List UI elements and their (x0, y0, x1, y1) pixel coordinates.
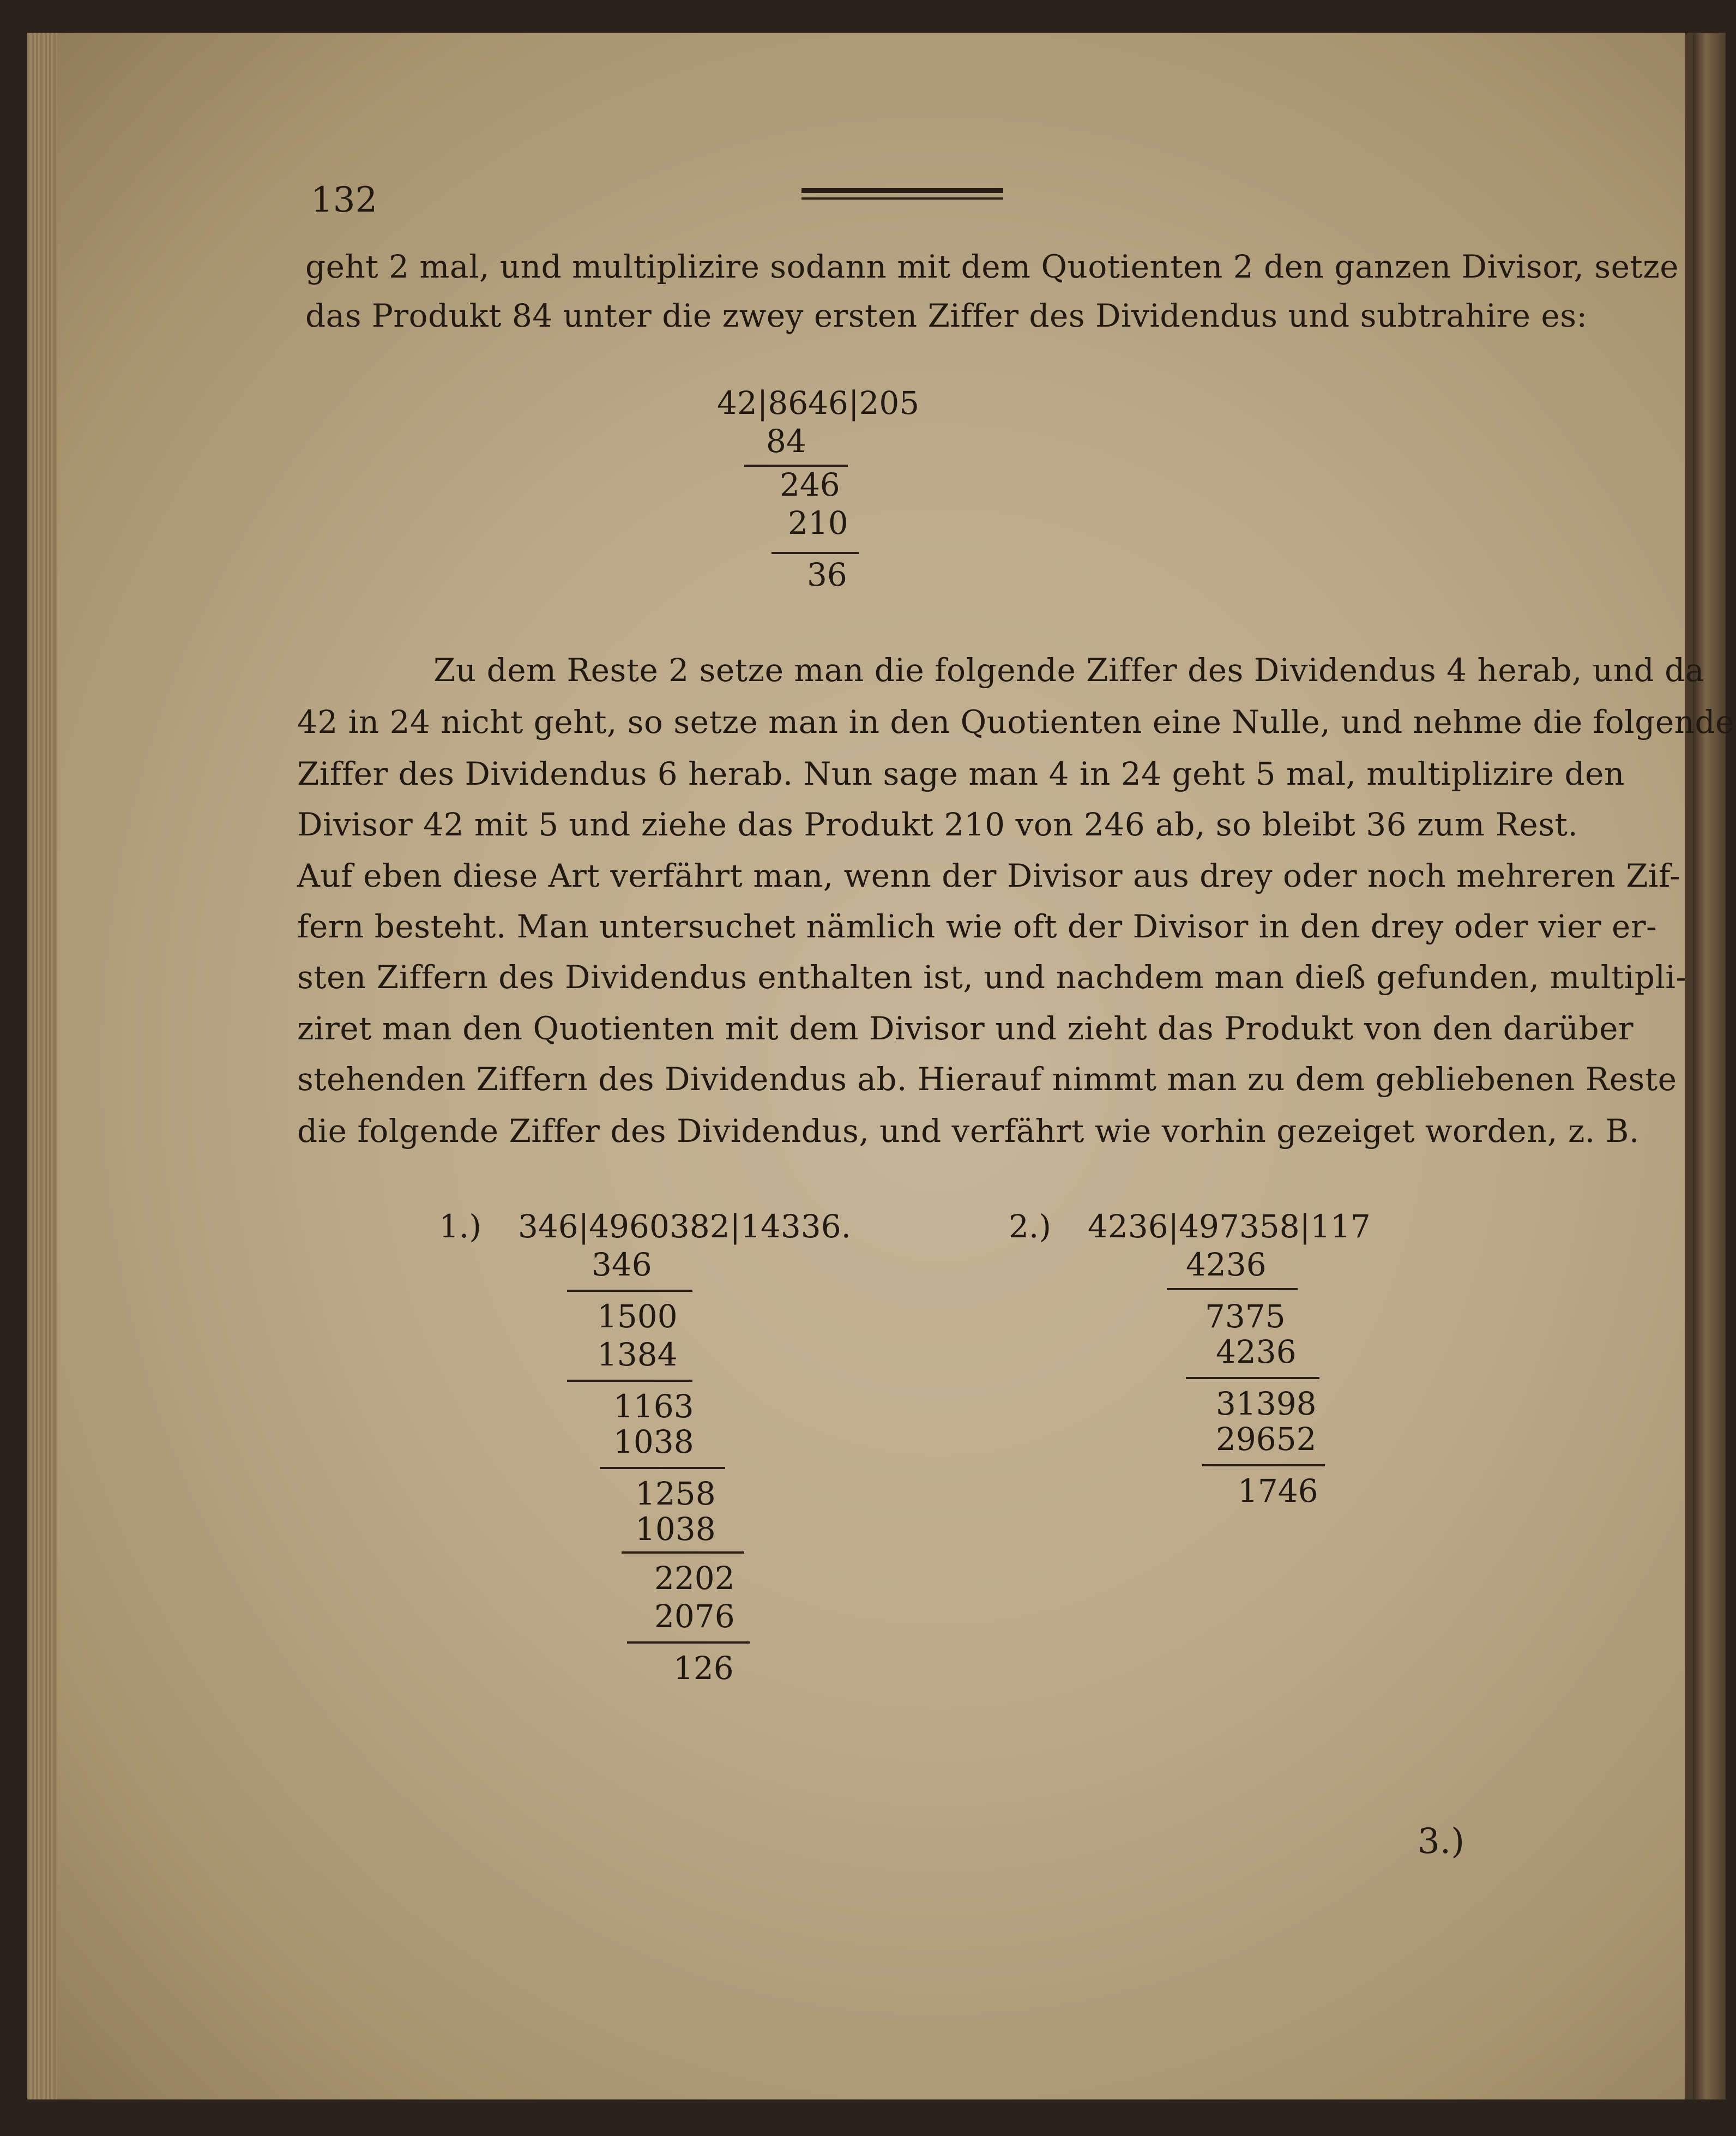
paragraph-line: Ziffer des Dividendus 6 herab. Nun sage man 4 in 24 geht 5 mal, multiplizire den (297, 755, 1625, 792)
page-number: 132 (311, 180, 378, 220)
example-2-row: 1746 (1238, 1472, 1318, 1509)
example-a-row: 210 (788, 504, 848, 541)
example-2-row: 4236 (1216, 1333, 1297, 1370)
example-a-row: 84 (766, 423, 806, 460)
example-1-row: 1038 (635, 1511, 716, 1548)
header-rule-thin (801, 197, 1003, 200)
example-1-row: 1163 (613, 1388, 694, 1425)
example-1-row: 126 (673, 1650, 734, 1687)
example-a-rule (771, 552, 859, 554)
example-1-rule (627, 1641, 750, 1644)
example-2-row: 29652 (1216, 1421, 1317, 1458)
example-2-rule (1167, 1288, 1298, 1290)
example-a-row: 246 (780, 466, 840, 503)
example-1-rule (567, 1290, 692, 1292)
example-1-rule (600, 1467, 725, 1469)
example-1-rule (567, 1380, 692, 1382)
paragraph-line: Divisor 42 mit 5 und ziehe das Produkt 210 von 246 ab, so bleibt 36 zum Rest. (297, 806, 1578, 843)
example-1-header: 346|4960382|14336. (518, 1208, 852, 1245)
paragraph-line: sten Ziffern des Dividendus enthalten ist, und nachdem man dieß gefunden, multipli- (297, 959, 1687, 996)
example-1-row: 2076 (654, 1598, 735, 1635)
paragraph-line: Zu dem Reste 2 setze man die folgende Ziffer des Dividendus 4 herab, und da (433, 652, 1704, 689)
example-2-rule (1186, 1377, 1319, 1379)
paragraph-line: Auf eben diese Art verfährt man, wenn der Divisor aus drey oder noch mehreren Zif- (297, 857, 1681, 894)
example-a-row: 36 (807, 556, 847, 593)
header-rule (801, 188, 1003, 193)
page-edges-right (1693, 33, 1726, 2099)
example-1-row: 1384 (597, 1336, 678, 1373)
paragraph-line: stehenden Ziffern des Dividendus ab. Hierauf nimmt man zu dem gebliebenen Reste (297, 1061, 1677, 1098)
example-1-rule (622, 1551, 744, 1554)
example-1-row: 1258 (635, 1475, 716, 1512)
catchword: 3.) (1418, 1821, 1465, 1862)
example-1-label: 1.) (439, 1208, 481, 1245)
example-1-row: 346 (592, 1246, 652, 1283)
paragraph-line: ziret man den Quotienten mit dem Divisor und zieht das Produkt von den darüber (297, 1010, 1634, 1047)
paragraph-line: fern besteht. Man untersuchet nämlich wie oft der Divisor in den drey oder vier er- (297, 908, 1657, 945)
example-a-header: 42|8646|205 (717, 384, 920, 422)
example-2-row: 4236 (1186, 1246, 1267, 1283)
example-1-row: 2202 (654, 1560, 735, 1597)
example-2-header: 4236|497358|117 (1088, 1208, 1371, 1245)
example-2-rule (1202, 1464, 1325, 1466)
paragraph-line: die folgende Ziffer des Dividendus, und verfährt wie vorhin gezeiget worden, z. B. (297, 1112, 1639, 1150)
intro-line: geht 2 mal, und multiplizire sodann mit dem Quotienten 2 den ganzen Divisor, setze (305, 248, 1679, 285)
intro-line: das Produkt 84 unter die zwey ersten Ziffer des Dividendus und subtrahire es: (305, 297, 1588, 334)
example-2-row: 7375 (1205, 1298, 1286, 1335)
example-1-row: 1038 (613, 1423, 694, 1460)
example-1-row: 1500 (597, 1298, 678, 1335)
example-2-label: 2.) (1009, 1208, 1051, 1245)
example-2-row: 31398 (1216, 1385, 1317, 1422)
page-edges-left (27, 33, 57, 2099)
paragraph-line: 42 in 24 nicht geht, so setze man in den Quotienten eine Nulle, und nehme die folgende (297, 703, 1734, 741)
